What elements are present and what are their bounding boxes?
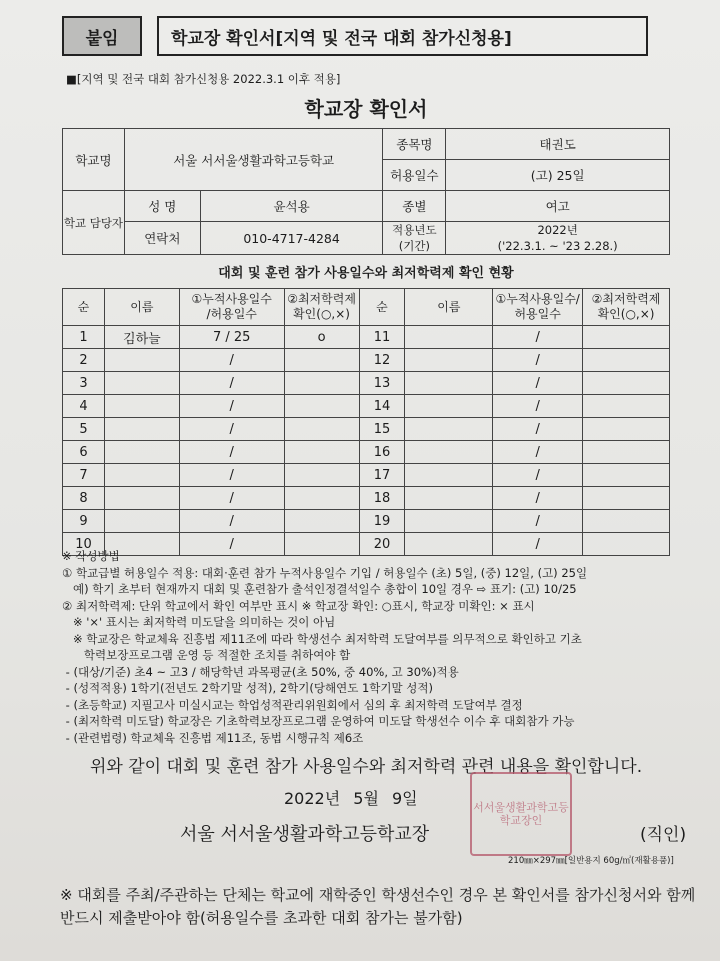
col-name: 이름: [104, 289, 179, 326]
attachment-label: 붙임: [62, 16, 142, 56]
row-days: /: [493, 510, 583, 533]
issue-date: 2022년 5월 9일: [284, 789, 418, 808]
instruction-line: - (최저학력 미도달) 학교장은 기초학력보장프로그램 운영하여 미도달 학생선수 이수 후 대회참가 가능: [62, 714, 575, 728]
instruction-line: ※ '×' 표시는 최저학력 미도달을 의미하는 것이 아님: [62, 615, 336, 629]
row-min: [284, 510, 359, 533]
row-days: /: [179, 349, 284, 372]
contact-label: 연락처: [124, 222, 200, 255]
row-name: [104, 464, 179, 487]
col-days-right-line2: 허용일수: [514, 307, 561, 321]
col-days-line1: ①누적사용일수: [191, 292, 272, 306]
row-no: 18: [359, 487, 405, 510]
manager-label: 학교 담당자: [63, 191, 125, 255]
row-no: 16: [359, 441, 405, 464]
col-min-right-line1: ②최저학력제: [591, 292, 661, 306]
row-no: 1: [63, 326, 105, 349]
official-seal: 서서울생활과학고등학교장인: [470, 772, 572, 856]
col-min-line2: 확인(○,×): [293, 307, 350, 321]
table-row: [63, 372, 670, 395]
row-days: /: [493, 533, 583, 556]
row-no: 9: [63, 510, 105, 533]
contact-value: 010-4717-4284: [200, 222, 383, 255]
row-min: [284, 441, 359, 464]
page-title: 학교장 확인서: [304, 97, 428, 121]
row-days: /: [179, 418, 284, 441]
row-min: [284, 372, 359, 395]
year-value-cell: [446, 222, 670, 255]
row-no: 12: [359, 349, 405, 372]
paper-spec: 210㎜×297㎜[일반용지 60g/㎡(재활용품)]: [508, 856, 674, 866]
usage-table: [62, 288, 670, 556]
row-min: [583, 349, 670, 372]
table-row: [63, 441, 670, 464]
table-row: [63, 349, 670, 372]
instruction-line: - (초등학교) 지필고사 미실시교는 학업성적관리위원회에서 심의 후 최저학력 도달여부 결정: [62, 697, 523, 712]
row-min: [583, 418, 670, 441]
row-min: [583, 441, 670, 464]
name-value: 윤석용: [200, 191, 383, 222]
row-no: 3: [63, 372, 105, 395]
principal-name: 서울 서서울생활과학고등학교장: [180, 824, 430, 845]
row-no: 10: [63, 533, 105, 556]
seal-label: (직인): [640, 825, 687, 845]
gender-value: 여고: [446, 191, 670, 222]
row-min: [284, 395, 359, 418]
table-row: [63, 510, 670, 533]
col-days: [179, 289, 284, 326]
row-name: [405, 464, 493, 487]
col-min-right-line2: 확인(○,×): [597, 307, 655, 321]
allowed-days-value: (고) 25일: [446, 160, 670, 191]
footer-note: ※ 대회를 주최/주관하는 단체는 학교에 재학중인 학생선수인 경우 본 확인서를 참가신청서와 함께 반드시 제출받아야 함(허용일수를 초과한 대회 참가는 불가함): [60, 886, 696, 927]
row-min: [284, 464, 359, 487]
info-table: [62, 128, 670, 255]
row-name: [405, 441, 493, 464]
row-name: [405, 372, 493, 395]
col-days-line2: /허용일수: [206, 307, 257, 321]
row-no: 5: [63, 418, 105, 441]
section-title: 대회 및 훈련 참가 사용일수와 최저학력제 확인 현황: [218, 266, 514, 281]
applicability-note: ■[지역 및 전국 대회 참가신청용 2022.3.1 이후 적용]: [66, 72, 341, 86]
row-no: 2: [63, 349, 105, 372]
row-min: [583, 326, 670, 349]
instruction-line: ① 학교급별 허용일수 적용: 대회·훈련 참가 누적사용일수 기입 / 허용일수 (초) 5일, (중) 12일, (고) 25일: [62, 565, 588, 580]
row-name: [104, 372, 179, 395]
name-label: 성 명: [124, 191, 200, 222]
row-no: 14: [359, 395, 405, 418]
row-no: 4: [63, 395, 105, 418]
col-min-right: [583, 289, 670, 326]
row-name: [405, 418, 493, 441]
row-no: 17: [359, 464, 405, 487]
row-no: 19: [359, 510, 405, 533]
instruction-line: - (대상/기준) 초4 ~ 고3 / 해당학년 과목평균(초 50%, 중 40%, 고 30%)적용: [62, 664, 459, 679]
col-min-line1: ②최저학력제: [287, 292, 356, 306]
row-days: /: [493, 372, 583, 395]
school-label: 학교명: [63, 129, 125, 191]
row-min: [583, 395, 670, 418]
instruction-line: ※ 작성방법: [62, 549, 120, 563]
row-name: 김하늘: [104, 326, 179, 349]
gender-label: 종별: [383, 191, 446, 222]
row-days: 7 / 25: [179, 326, 284, 349]
table-header-row: [63, 289, 670, 326]
col-days-right-line1: ①누적사용일수/: [495, 292, 580, 306]
row-name: [405, 349, 493, 372]
table-row: [63, 418, 670, 441]
document-heading: 학교장 확인서[지역 및 전국 대회 참가신청용]: [157, 16, 648, 56]
row-days: /: [493, 441, 583, 464]
row-min: o: [284, 326, 359, 349]
row-days: /: [493, 418, 583, 441]
row-days: /: [179, 510, 284, 533]
row-min: [284, 487, 359, 510]
row-name: [405, 395, 493, 418]
row-no: 7: [63, 464, 105, 487]
row-min: [583, 487, 670, 510]
row-name: [104, 418, 179, 441]
row-name: [405, 326, 493, 349]
event-value: 태권도: [446, 129, 670, 160]
row-name: [104, 441, 179, 464]
row-days: /: [493, 487, 583, 510]
row-name: [104, 510, 179, 533]
row-days: /: [179, 533, 284, 556]
row-min: [583, 464, 670, 487]
instruction-line: 학력보장프로그램 운영 등 적절한 조치를 취하여야 함: [62, 648, 351, 662]
year-label: 적용년도 (기간): [383, 222, 446, 255]
col-no-right: 순: [359, 289, 405, 326]
instruction-line: ② 최저학력제: 단위 학교에서 확인 여부만 표시 ※ 학교장 확인: ○표시, 학교장 미확인: × 표시: [62, 598, 535, 613]
table-row: [63, 395, 670, 418]
table-row: [63, 464, 670, 487]
row-name: [405, 510, 493, 533]
row-days: /: [179, 487, 284, 510]
row-days: /: [493, 464, 583, 487]
row-name: [405, 487, 493, 510]
instruction-line: - (성적적용) 1학기(전년도 2학기말 성적), 2학기(당해연도 1학기말 성적): [62, 681, 433, 695]
row-days: /: [493, 395, 583, 418]
row-min: [583, 510, 670, 533]
table-row: [63, 487, 670, 510]
row-no: 15: [359, 418, 405, 441]
instruction-line: 예) 학기 초부터 현재까지 대회 및 훈련참가 출석인정결석일수 총합이 10일 경우 ⇨ 표기: (고) 10/25: [62, 582, 577, 596]
row-no: 6: [63, 441, 105, 464]
table-row: [63, 326, 670, 349]
year-period: ('22.3.1. ~ '23 2.28.): [497, 239, 618, 253]
row-days: /: [493, 326, 583, 349]
row-days: /: [179, 372, 284, 395]
col-days-right: [493, 289, 583, 326]
row-name: [104, 395, 179, 418]
row-name: [104, 487, 179, 510]
row-min: [284, 418, 359, 441]
instructions: [62, 548, 682, 746]
event-label: 종목명: [383, 129, 446, 160]
col-no: 순: [63, 289, 105, 326]
confirmation-statement: 위와 같이 대회 및 훈련 참가 사용일수와 최저학력 관련 내용을 확인합니다.: [90, 757, 643, 777]
row-days: /: [179, 395, 284, 418]
allowed-days-label: 허용일수: [383, 160, 446, 191]
row-no: 13: [359, 372, 405, 395]
row-min: [583, 372, 670, 395]
instruction-line: - (관련법령) 학교체육 진흥법 제11조, 동법 시행규칙 제6조: [62, 730, 364, 745]
row-no: 20: [359, 533, 405, 556]
row-days: /: [493, 349, 583, 372]
row-no: 8: [63, 487, 105, 510]
row-name: [104, 349, 179, 372]
row-days: /: [179, 464, 284, 487]
instruction-line: ※ 학교장은 학교체육 진흥법 제11조에 따라 학생선수 최저학력 도달여부를 의무적으로 확인하고 기초: [62, 631, 582, 646]
year-value: 2022년: [537, 223, 578, 237]
col-min: [284, 289, 359, 326]
col-name-right: 이름: [405, 289, 493, 326]
school-name: 서울 서서울생활과학고등학교: [124, 129, 383, 191]
row-days: /: [179, 441, 284, 464]
row-no: 11: [359, 326, 405, 349]
row-min: [284, 349, 359, 372]
